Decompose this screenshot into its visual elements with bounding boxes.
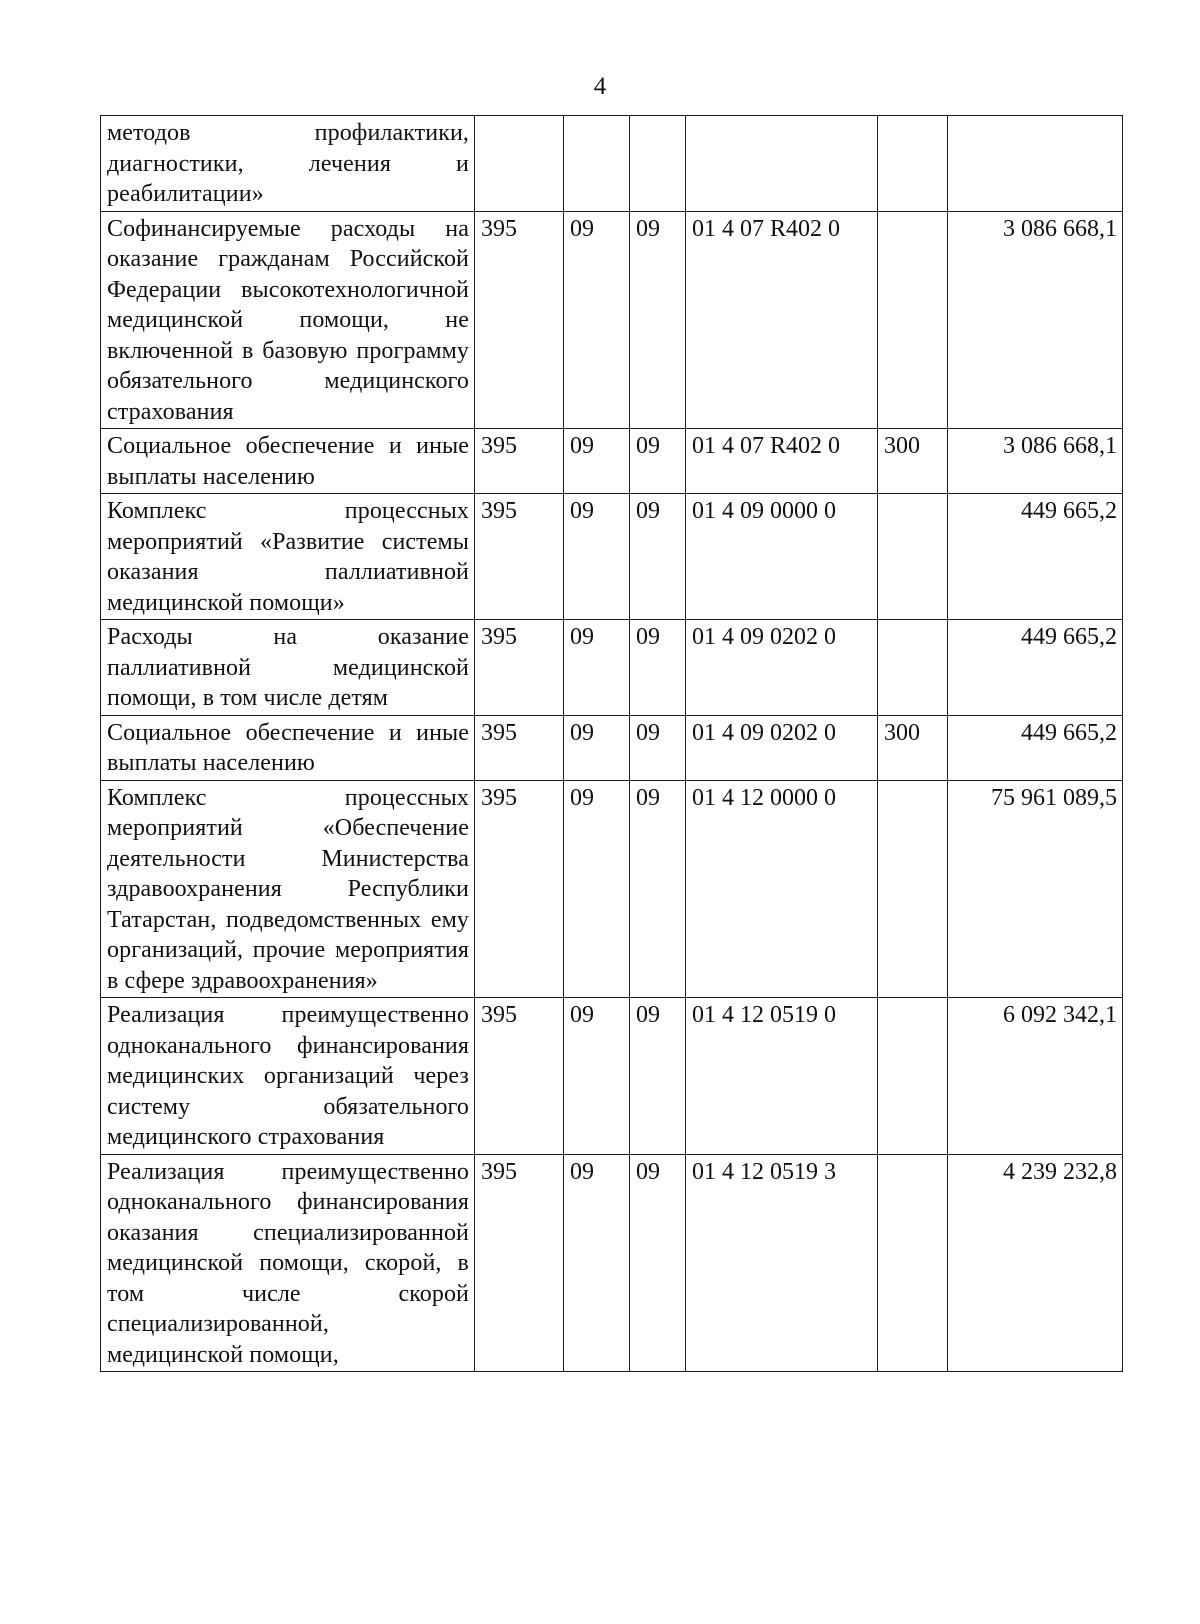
- table-row: [101, 715, 1123, 780]
- amount-cell: 449 665,2: [948, 620, 1123, 716]
- subsection-code-cell: 09: [630, 780, 686, 998]
- ministry-code-cell: 395: [475, 1154, 564, 1372]
- target-article-cell: 01 4 07 R402 0: [686, 429, 878, 494]
- expense-type-cell: [878, 620, 948, 716]
- subsection-code-cell: 09: [630, 211, 686, 429]
- page-number: 4: [593, 73, 607, 100]
- subsection-code-cell: 09: [630, 429, 686, 494]
- expense-type-cell: [878, 211, 948, 429]
- ministry-code-cell: 395: [475, 998, 564, 1155]
- table-row: [101, 1154, 1123, 1372]
- expense-type-cell: [878, 494, 948, 620]
- ministry-code-cell: 395: [475, 211, 564, 429]
- table-row: [101, 429, 1123, 494]
- amount-cell: 4 239 232,8: [948, 1154, 1123, 1372]
- row-name-cell: Софинансируемые расходы на оказание гражданам Российской Федерации высокотехнологичной медицинской помощи, не включенной в базовую программу обязательного медицинского страхования: [101, 211, 475, 429]
- table-row: [101, 620, 1123, 716]
- expense-type-cell: [878, 116, 948, 212]
- table-row: [101, 494, 1123, 620]
- section-code-cell: 09: [564, 211, 630, 429]
- amount-cell: 75 961 089,5: [948, 780, 1123, 998]
- subsection-code-cell: 09: [630, 715, 686, 780]
- expense-type-cell: [878, 1154, 948, 1372]
- subsection-code-cell: 09: [630, 494, 686, 620]
- amount-cell: 449 665,2: [948, 715, 1123, 780]
- row-name-cell: Социальное обеспечение и иные выплаты населению: [101, 429, 475, 494]
- ministry-code-cell: 395: [475, 494, 564, 620]
- row-name-cell: методов профилактики, диагностики, лечения и реабилитации»: [101, 116, 475, 212]
- ministry-code-cell: [475, 116, 564, 212]
- target-article-cell: [686, 116, 878, 212]
- amount-cell: [948, 116, 1123, 212]
- target-article-cell: 01 4 12 0519 0: [686, 998, 878, 1155]
- target-article-cell: 01 4 12 0519 3: [686, 1154, 878, 1372]
- subsection-code-cell: 09: [630, 998, 686, 1155]
- amount-cell: 449 665,2: [948, 494, 1123, 620]
- expense-type-cell: 300: [878, 429, 948, 494]
- amount-cell: 3 086 668,1: [948, 429, 1123, 494]
- expense-type-cell: [878, 780, 948, 998]
- table-row: [101, 116, 1123, 212]
- target-article-cell: 01 4 09 0000 0: [686, 494, 878, 620]
- expense-type-cell: 300: [878, 715, 948, 780]
- table-row: [101, 211, 1123, 429]
- amount-cell: 6 092 342,1: [948, 998, 1123, 1155]
- row-name-cell: Реализация преимущественно одноканального финансирования медицинских организаций через систему обязательного медицинского страхования: [101, 998, 475, 1155]
- row-name-cell: Комплекс процессных мероприятий «Развитие системы оказания паллиативной медицинской помощи»: [101, 494, 475, 620]
- ministry-code-cell: 395: [475, 429, 564, 494]
- section-code-cell: 09: [564, 429, 630, 494]
- row-name-cell: Расходы на оказание паллиативной медицинской помощи, в том числе детям: [101, 620, 475, 716]
- subsection-code-cell: 09: [630, 1154, 686, 1372]
- section-code-cell: 09: [564, 715, 630, 780]
- ministry-code-cell: 395: [475, 780, 564, 998]
- section-code-cell: 09: [564, 780, 630, 998]
- ministry-code-cell: 395: [475, 715, 564, 780]
- row-name-cell: Социальное обеспечение и иные выплаты населению: [101, 715, 475, 780]
- target-article-cell: 01 4 07 R402 0: [686, 211, 878, 429]
- section-code-cell: [564, 116, 630, 212]
- section-code-cell: 09: [564, 998, 630, 1155]
- target-article-cell: 01 4 09 0202 0: [686, 620, 878, 716]
- table-row: [101, 998, 1123, 1155]
- row-name-cell: Реализация преимущественно одноканального финансирования оказания специализированной медицинской помощи, скорой, в том числе скорой специализированной, медицинской помощи,: [101, 1154, 475, 1372]
- subsection-code-cell: 09: [630, 620, 686, 716]
- table-row: [101, 780, 1123, 998]
- row-name-cell: Комплекс процессных мероприятий «Обеспечение деятельности Министерства здравоохранения Республики Татарстан, подведомственных ему организаций, прочие мероприятия в сфере здравоохранения»: [101, 780, 475, 998]
- section-code-cell: 09: [564, 494, 630, 620]
- section-code-cell: 09: [564, 620, 630, 716]
- section-code-cell: 09: [564, 1154, 630, 1372]
- target-article-cell: 01 4 09 0202 0: [686, 715, 878, 780]
- subsection-code-cell: [630, 116, 686, 212]
- amount-cell: 3 086 668,1: [948, 211, 1123, 429]
- budget-table: [100, 115, 1123, 1372]
- expense-type-cell: [878, 998, 948, 1155]
- ministry-code-cell: 395: [475, 620, 564, 716]
- budget-table-body: [101, 116, 1123, 1372]
- target-article-cell: 01 4 12 0000 0: [686, 780, 878, 998]
